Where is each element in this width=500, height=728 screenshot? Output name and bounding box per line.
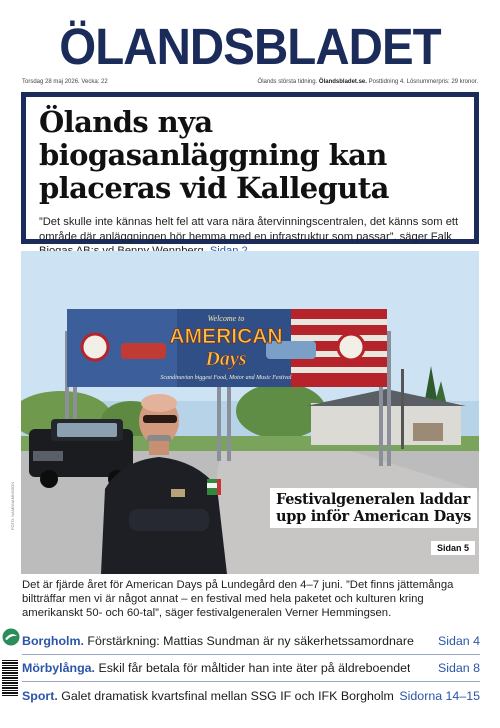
- feature-headline-line2: upp inför American Days: [276, 508, 471, 525]
- ecolabel-icon: [2, 628, 20, 646]
- banner-american: AMERICAN: [169, 325, 283, 348]
- postal-price: Posttidning 4. Lösnummerpris: 29 kronor.: [368, 79, 478, 85]
- lead-story[interactable]: [21, 92, 479, 244]
- teaser-morbylanga[interactable]: [22, 655, 480, 682]
- feature-headline-line1: Festivalgeneralen laddar: [276, 491, 470, 508]
- teaser-text: [22, 661, 410, 675]
- banner-subtitle: Scandinavian biggest Food, Motor and Music Festival: [160, 375, 292, 381]
- teaser-section: Sport.: [22, 688, 58, 703]
- issue-date: Torsdag 28 maj 2026. Vecka: 22: [22, 79, 108, 85]
- teaser-page[interactable]: Sidan 8: [437, 661, 480, 675]
- teaser-page[interactable]: Sidorna 14–15: [399, 688, 480, 703]
- teaser-section: Mörbylånga.: [22, 661, 95, 675]
- barcode-icon: [2, 660, 18, 696]
- lead-headline[interactable]: Ölands nya biogasanläggning kan placeras vid Kalleguta: [39, 105, 389, 205]
- feature-body: Det är fjärde året för American Days på Lundegård den 4–7 juni. ”Det finns jättemånga biltträffar men vi är något annat – en festival med hela paketet och kulturen kring amerikanskt 50- och 60-tal”, säger festivalgeneralen Verner Hemmingsen.: [22, 579, 454, 620]
- teaser-page[interactable]: Sidan 4: [437, 634, 480, 648]
- feature-page-badge[interactable]: Sidan 5: [431, 541, 475, 555]
- feature-photo[interactable]: [21, 251, 479, 574]
- teaser-list: [22, 628, 480, 709]
- publication-tagline: Ölands största tidning.: [257, 79, 318, 85]
- teaser-headline: Eskil får betala för måltider han inte äter på äldreboendet: [98, 661, 411, 675]
- masthead-title[interactable]: ÖLANDSBLADET: [59, 18, 441, 75]
- lead-deck-text: ”Det skulle inte kännas helt fel att vara nära återvinningscentralen, det känns som ett område där anläggningen hör hemma med en infrastruktur som passar”, säger Falk: [39, 216, 459, 243]
- teaser-section: Borgholm.: [22, 634, 84, 648]
- publication-info: [258, 79, 478, 85]
- teaser-headline: Galet dramatisk kvartsfinal mellan SSG IF och IFK Borgholm: [61, 688, 394, 703]
- teaser-text: [22, 634, 414, 648]
- dateline: [22, 76, 478, 88]
- feature-headline[interactable]: [270, 488, 477, 528]
- website-link[interactable]: Ölandsbladet.se.: [318, 79, 367, 85]
- teaser-headline: Förstärkning: Mattias Sundman är ny säkerhetssamordnare: [87, 634, 414, 648]
- banner-welcome: Welcome to: [207, 314, 245, 323]
- banner-days: Days: [205, 348, 247, 370]
- teaser-sport[interactable]: [22, 682, 480, 709]
- teaser-text: [22, 689, 393, 703]
- teaser-borgholm[interactable]: [22, 628, 480, 655]
- photo-credit: FOTO: NAMNNAMNSSON: [10, 481, 15, 530]
